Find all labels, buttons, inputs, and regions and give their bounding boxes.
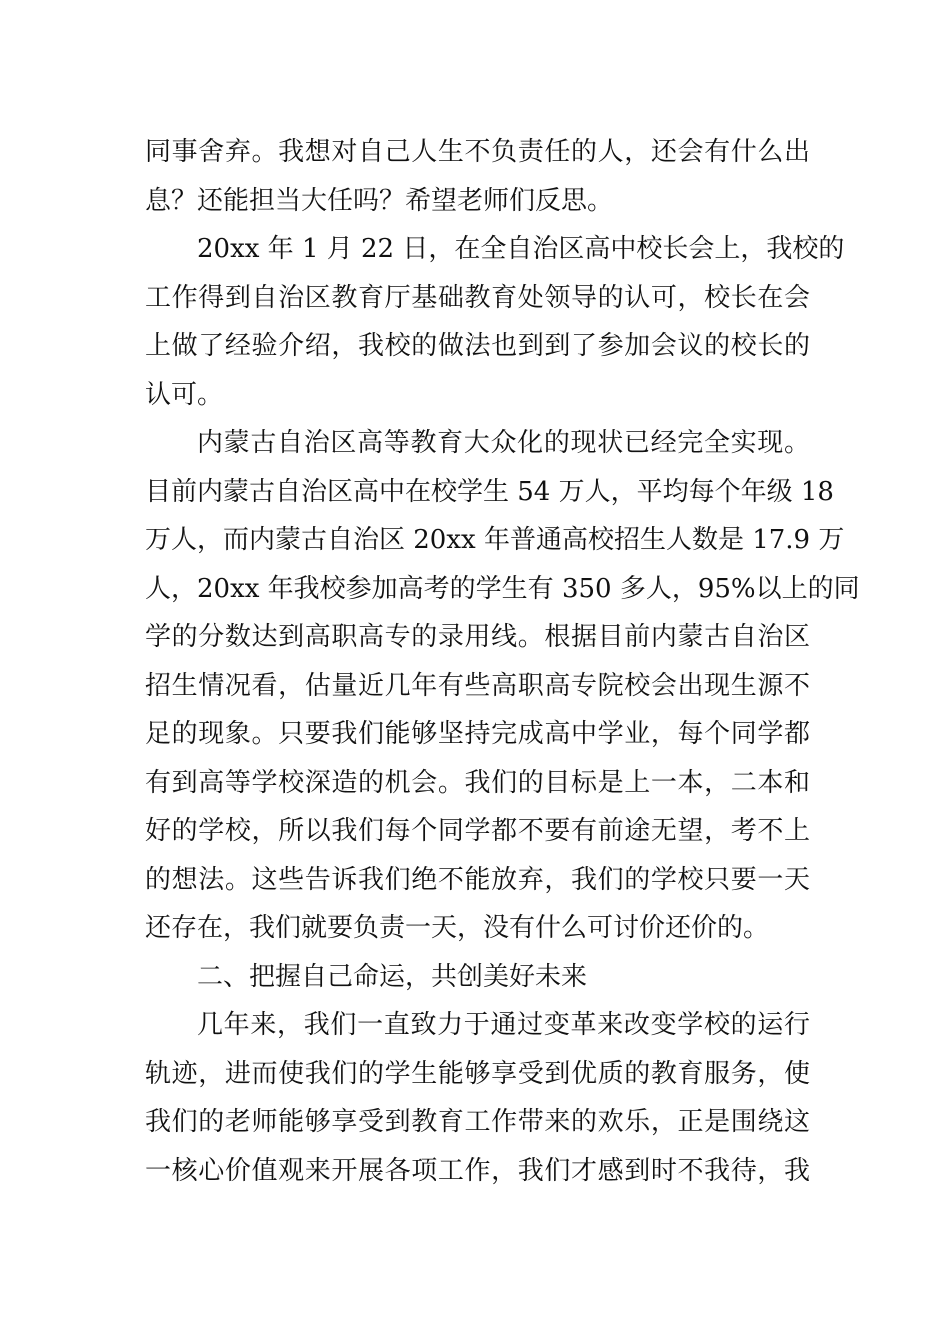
text-line: 认可。 [145, 379, 224, 410]
text-line: 一核心价值观来开展各项工作，我们才感到时不我待，我 [145, 1155, 810, 1186]
paragraph-1 [145, 128, 810, 225]
text-line: 20xx 年 1 月 22 日，在全自治区高中校长会上，我校的 [197, 234, 845, 264]
text-line: 工作得到自治区教育厅基础教育处领导的认可，校长在会 [145, 282, 810, 313]
text-line: 上做了经验介绍，我校的做法也到到了参加会议的校长的 [145, 331, 810, 361]
text-line: 目前内蒙古自治区高中在校学生 54 万人，平均每个年级 18 [145, 476, 834, 507]
text-line: 息？还能担当大任吗？希望老师们反思。 [145, 185, 614, 216]
paragraph-3 [145, 419, 860, 953]
text-line: 人，20xx 年我校参加高考的学生有 350 多人，95%以上的同 [145, 573, 860, 604]
text-line: 万人，而内蒙古自治区 20xx 年普通高校招生人数是 17.9 万 [145, 525, 845, 555]
section-heading [145, 953, 810, 1002]
text-line: 内蒙古自治区高等教育大众化的现状已经完全实现。 [197, 428, 810, 458]
document-body [145, 128, 860, 1195]
text-line: 几年来，我们一直致力于通过变革来改变学校的运行 [197, 1010, 810, 1040]
paragraph-2 [145, 225, 845, 419]
text-line: 的想法。这些告诉我们绝不能放弃，我们的学校只要一天 [145, 864, 810, 895]
text-line: 我们的老师能够享受到教育工作带来的欢乐，正是围绕这 [145, 1107, 810, 1137]
paragraph-5 [145, 1001, 810, 1195]
text-line: 足的现象。只要我们能够坚持完成高中学业，每个同学都 [145, 719, 810, 749]
text-line: 好的学校，所以我们每个同学都不要有前途无望，考不上 [145, 816, 810, 846]
text-line: 学的分数达到高职高专的录用线。根据目前内蒙古自治区 [145, 622, 810, 652]
text-line: 同事舍弃。我想对自己人生不负责任的人，还会有什么出 [145, 137, 810, 167]
text-line: 招生情况看，估量近几年有些高职高专院校会出现生源不 [145, 670, 810, 701]
text-line: 还存在，我们就要负责一天，没有什么可讨价还价的。 [145, 913, 770, 943]
text-line: 二、把握自己命运，共创美好未来 [197, 961, 588, 992]
text-line: 有到高等学校深造的机会。我们的目标是上一本，二本和 [145, 767, 810, 798]
text-line: 轨迹，进而使我们的学生能够享受到优质的教育服务，使 [145, 1058, 810, 1089]
